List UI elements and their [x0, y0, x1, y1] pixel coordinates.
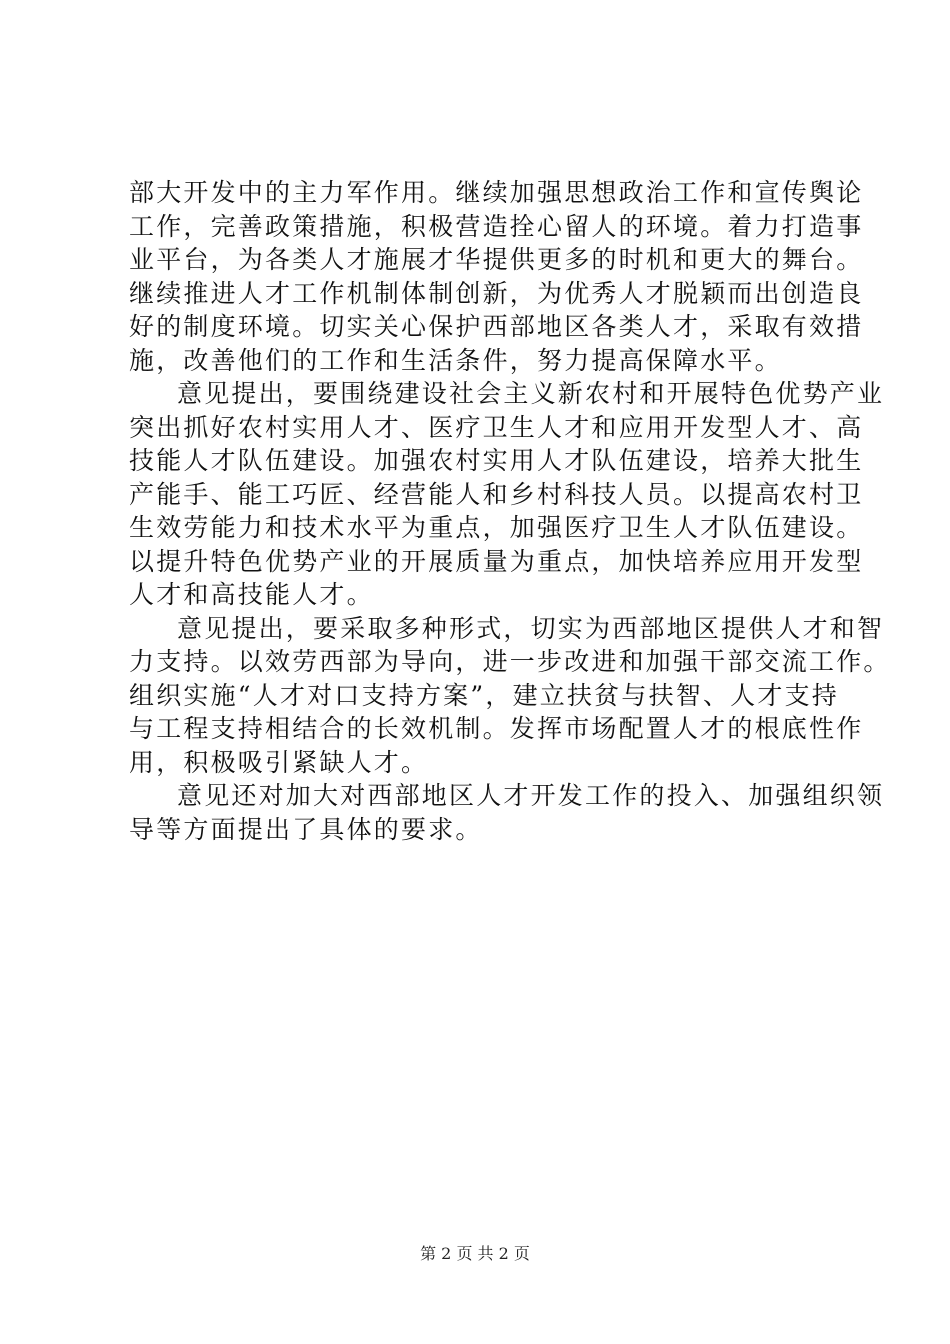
paragraph-1-line-5: 好的制度环境。切实关心保护西部地区各类人才，采取有效措 — [129, 312, 864, 341]
paragraph-3-line-2: 力支持。以效劳西部为导向，进一步改进和加强干部交流工作。 — [129, 647, 891, 676]
paragraph-3-line-4: 与工程支持相结合的长效机制。发挥市场配置人才的根底性作 — [129, 714, 864, 743]
paragraph-2-line-6: 以提升特色优势产业的开展质量为重点，加快培养应用开发型 — [129, 546, 864, 576]
paragraph-3-line-5: 用，积极吸引紧缺人才。 — [129, 747, 429, 777]
paragraph-2-line-3: 技能人才队伍建设。加强农村实用人才队伍建设，培养大批生 — [129, 446, 864, 475]
page-number-label: 第 2 页 共 2 页 — [420, 1244, 530, 1263]
paragraph-1-line-6: 施，改善他们的工作和生活条件，努力提高保障水平。 — [129, 345, 782, 375]
paragraph-1-line-4: 继续推进人才工作机制体制创新，为优秀人才脱颖而出创造良 — [129, 278, 864, 308]
page-footer — [0, 1244, 950, 1264]
paragraph-2-line-4: 产能手、能工巧匠、经营能人和乡村科技人员。以提高农村卫 — [129, 479, 864, 509]
document-body — [129, 176, 891, 846]
paragraph-2-line-7: 人才和高技能人才。 — [129, 580, 374, 609]
paragraph-2-line-1: 意见提出，要围绕建设社会主义新农村和开展特色优势产业 — [177, 379, 885, 408]
paragraph-2-line-5: 生效劳能力和技术水平为重点，加强医疗卫生人才队伍建设。 — [129, 513, 864, 542]
paragraph-3-line-3: 组织实施“人才对口支持方案”，建立扶贫与扶智、人才支持 — [129, 680, 839, 710]
paragraph-1-line-3: 业平台，为各类人才施展才华提供更多的时机和更大的舞台。 — [129, 245, 864, 274]
paragraph-4-line-2: 导等方面提出了具体的要求。 — [129, 814, 483, 844]
paragraph-2-line-2: 突出抓好农村实用人才、医疗卫生人才和应用开发型人才、高 — [129, 412, 864, 442]
paragraph-4-line-1: 意见还对加大对西部地区人才开发工作的投入、加强组织领 — [177, 781, 885, 810]
paragraph-1-line-2: 工作，完善政策措施，积极营造拴心留人的环境。着力打造事 — [129, 211, 864, 241]
paragraph-3-line-1: 意见提出，要采取多种形式，切实为西部地区提供人才和智 — [177, 613, 885, 643]
paragraph-1-line-1: 部大开发中的主力军作用。继续加强思想政治工作和宣传舆论 — [129, 178, 864, 207]
